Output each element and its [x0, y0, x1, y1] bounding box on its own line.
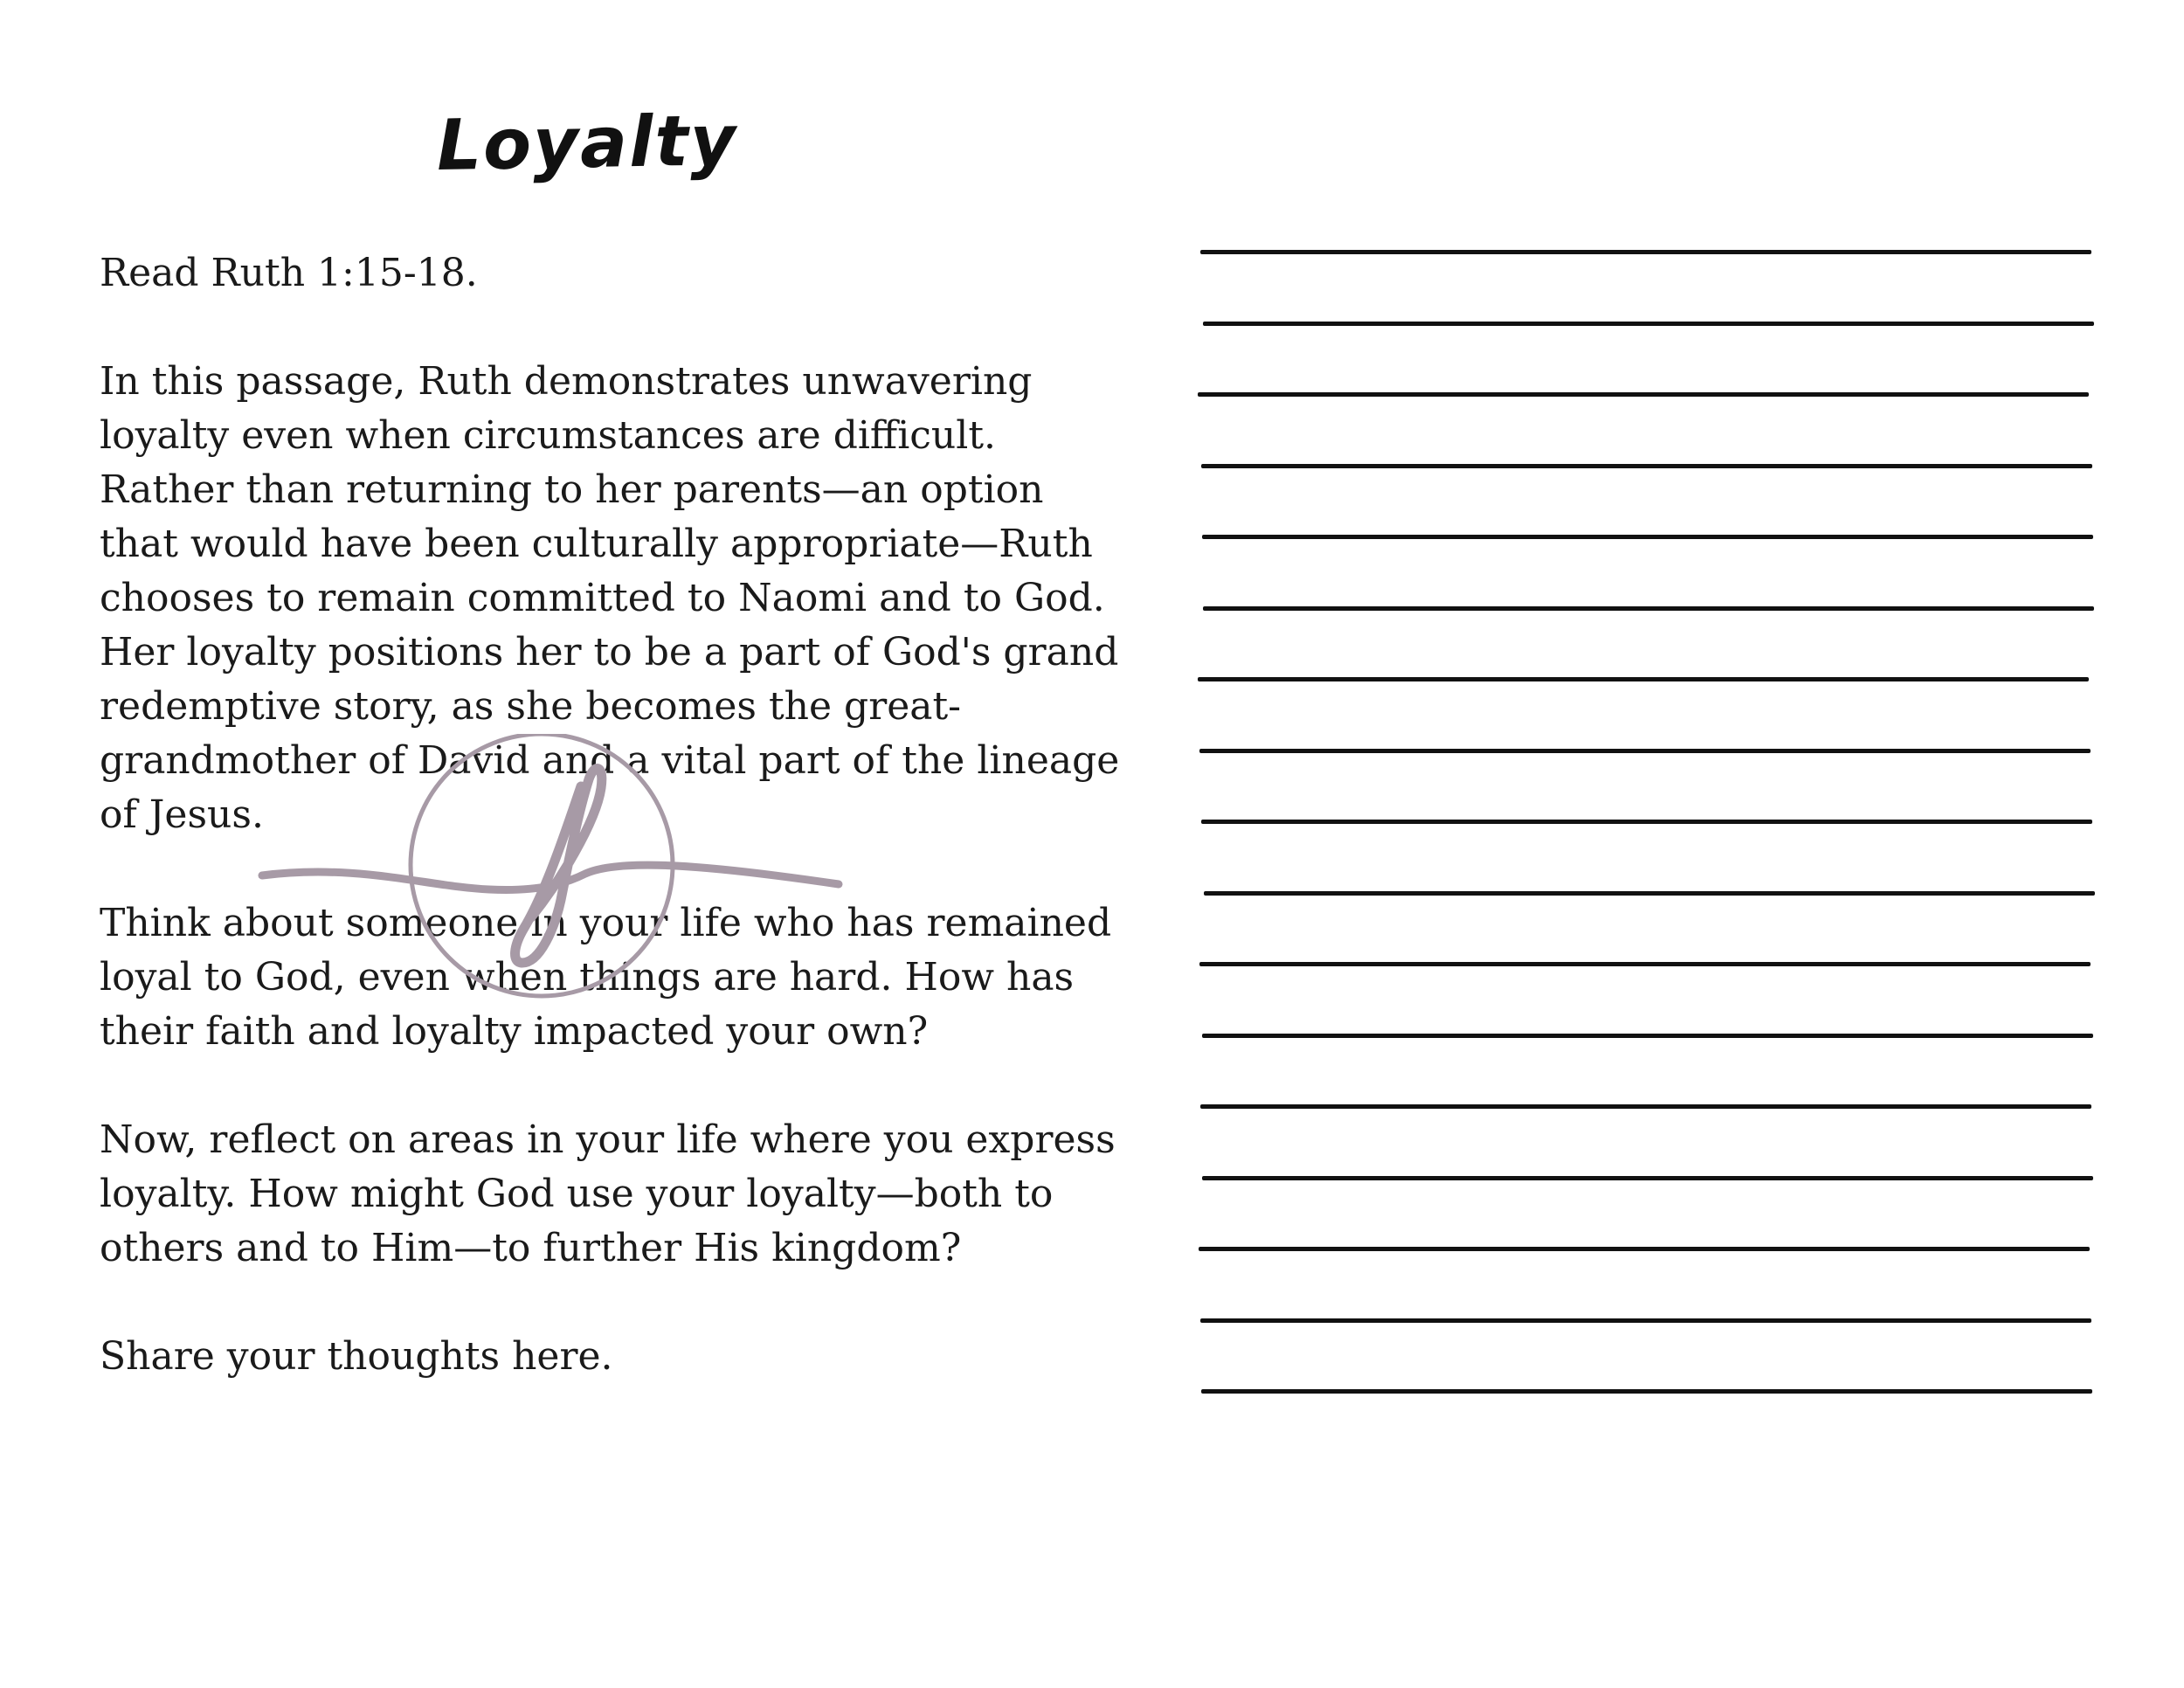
writing-line [1199, 962, 2091, 966]
text-line: their faith and loyalty impacted your own? [100, 1009, 929, 1054]
text-line: Rather than returning to her parents—an option [100, 467, 1044, 512]
writing-line [1199, 749, 2091, 753]
page-title: Loyalty [436, 100, 738, 186]
writing-line [1203, 606, 2094, 611]
paragraph-think-prompt [100, 896, 1112, 1059]
writing-line [1204, 891, 2095, 896]
text-line: Share your thoughts here. [100, 1334, 613, 1379]
text-line: Think about someone in your life who has remained [100, 901, 1112, 945]
writing-line [1199, 1247, 2090, 1251]
paragraph-share-prompt [100, 1330, 1026, 1384]
writing-line [1198, 392, 2089, 397]
writing-line [1202, 1034, 2093, 1038]
text-line: loyalty even when circumstances are difficult. [100, 413, 996, 458]
text-line: redemptive story, as she becomes the great- [100, 684, 962, 729]
text-line: that would have been culturally appropriate—Ruth [100, 522, 1093, 566]
text-line: Now, reflect on areas in your life where you express [100, 1117, 1116, 1162]
writing-line [1201, 820, 2092, 824]
writing-line [1201, 1389, 2092, 1394]
writing-line [1198, 677, 2089, 681]
paragraph-passage-summary [100, 355, 1120, 842]
text-line: grandmother of David and a vital part of the lineage [100, 738, 1120, 783]
text-line: chooses to remain committed to Naomi and to God. [100, 576, 1105, 620]
writing-line [1203, 322, 2094, 326]
text-line: loyal to God, even when things are hard. How has [100, 955, 1075, 1000]
text-line: Read Ruth 1:15-18. [100, 251, 478, 295]
text-line: Her loyalty positions her to be a part of God's grand [100, 630, 1119, 675]
prompt-text [100, 246, 1120, 1438]
text-line: others and to Him—to further His kingdom? [100, 1226, 962, 1270]
writing-line [1202, 535, 2093, 539]
text-line: loyalty. How might God use your loyalty—both to [100, 1172, 1054, 1216]
paragraph-reflect-prompt [100, 1113, 1116, 1276]
writing-line [1200, 250, 2091, 254]
writing-line [1202, 1176, 2093, 1180]
paragraph-read-passage [100, 246, 1026, 301]
writing-line [1201, 464, 2092, 468]
text-line: of Jesus. [100, 792, 264, 837]
writing-line [1200, 1318, 2091, 1323]
writing-line [1200, 1104, 2091, 1109]
text-line: In this passage, Ruth demonstrates unwavering [100, 359, 1033, 404]
writing-lines-area [1197, 0, 2105, 1688]
